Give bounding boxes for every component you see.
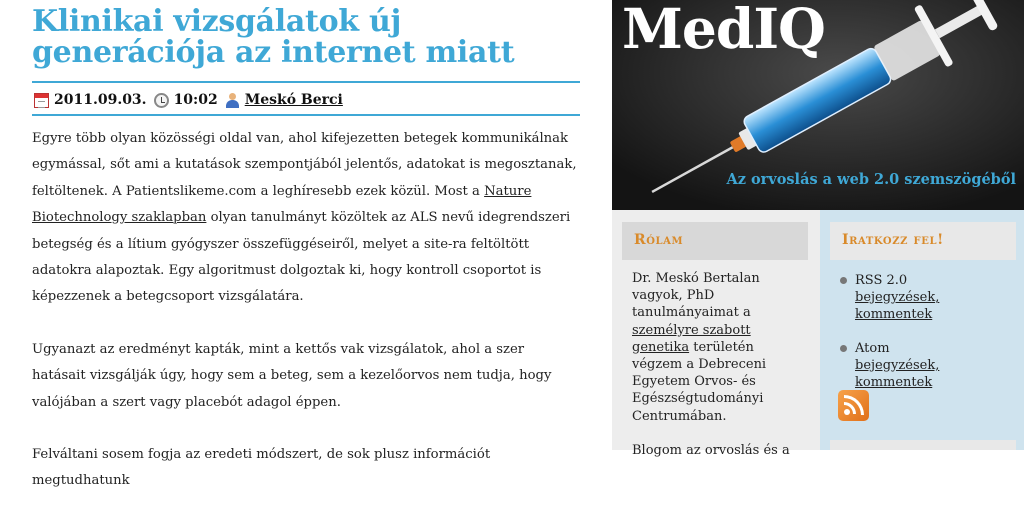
paragraph-1-text-a: Egyre több olyan közösségi oldal van, ahol kifejezetten betegek kommunikálnak egymással, sőt ami a kutatások szempontjából jelentős, adatokat is megosztanak, feltöltenek. A Patientslikeme.com a leghíresebb ezek közül. Most a <box>32 131 577 199</box>
meta-divider <box>32 114 580 116</box>
feed-label-rss: RSS 2.0 <box>855 273 908 288</box>
post-meta <box>34 89 343 111</box>
about-text-b: területén végzem a Debreceni Egyetem Orvos- és Egészségtudományi Centrumában. <box>632 339 767 424</box>
paragraph-2: Ugyanazt az eredményt kapták, mint a kettős vak vizsgálatok, ahol a szer hatásait vizsgálják úgy, hogy sem a beteg, sem a kezelőorvos nem tudja, hogy valójában a szert vagy placebót adagol éppen. <box>32 341 552 410</box>
list-item <box>838 340 1008 392</box>
rss-feed-icon[interactable] <box>838 390 869 421</box>
site-tagline: Az orvoslás a web 2.0 szemszögéből <box>726 171 1016 188</box>
personalized-genetics-link[interactable]: személyre szabott genetika <box>632 322 751 355</box>
about-text-a: Dr. Meskó Bertalan vagyok, PhD tanulmányaimat a <box>632 271 760 321</box>
feed-label-atom: Atom <box>855 340 890 356</box>
paragraph-1 <box>32 126 577 311</box>
author-link[interactable]: Meskó Berci <box>244 92 343 108</box>
atom-posts-link[interactable]: bejegyzések, <box>855 357 940 373</box>
paragraph-1-text-b: olyan tanulmányt közöltek az ALS nevű idegrendszeri betegség és a lítium gyógyszer összefüggéseiről, melyet a site-ra feltöltött adatokra alapoztak. Egy algoritmust dolgoztak ki, hogy kontroll csoportot is képezzenek a betegcsoport vizsgálatára. <box>32 210 571 305</box>
rss-posts-link[interactable]: bejegyzések, <box>855 290 940 306</box>
about-text-c: Blogom az orvoslás és a <box>632 442 790 458</box>
post-time: 10:02 <box>173 92 218 108</box>
paragraph-3: Felváltani sosem fogja az eredeti módszert, de sok plusz információt megtudhatunk <box>32 447 491 489</box>
post-title[interactable]: Klinikai vizsgálatok új generációja az internet miatt <box>32 4 515 70</box>
list-item <box>838 272 1008 324</box>
clock-icon <box>154 93 169 108</box>
subscribe-list <box>838 272 1008 407</box>
site-title[interactable]: MedIQ <box>622 0 825 61</box>
subscribe-heading: Iratkozz fel! <box>830 222 1016 260</box>
nature-biotechnology-link[interactable]: Nature Biotechnology szaklapban <box>32 183 532 226</box>
about-heading: Rólam <box>622 222 808 260</box>
atom-comments-link[interactable]: kommentek <box>855 375 933 391</box>
next-widget <box>830 440 1016 450</box>
post-body <box>32 126 577 521</box>
about-text <box>632 270 802 459</box>
user-icon <box>225 93 240 108</box>
post-date: 2011.09.03. <box>54 92 147 108</box>
title-divider <box>32 81 580 83</box>
calendar-icon <box>34 93 49 108</box>
rss-comments-link[interactable]: kommentek <box>855 307 933 323</box>
